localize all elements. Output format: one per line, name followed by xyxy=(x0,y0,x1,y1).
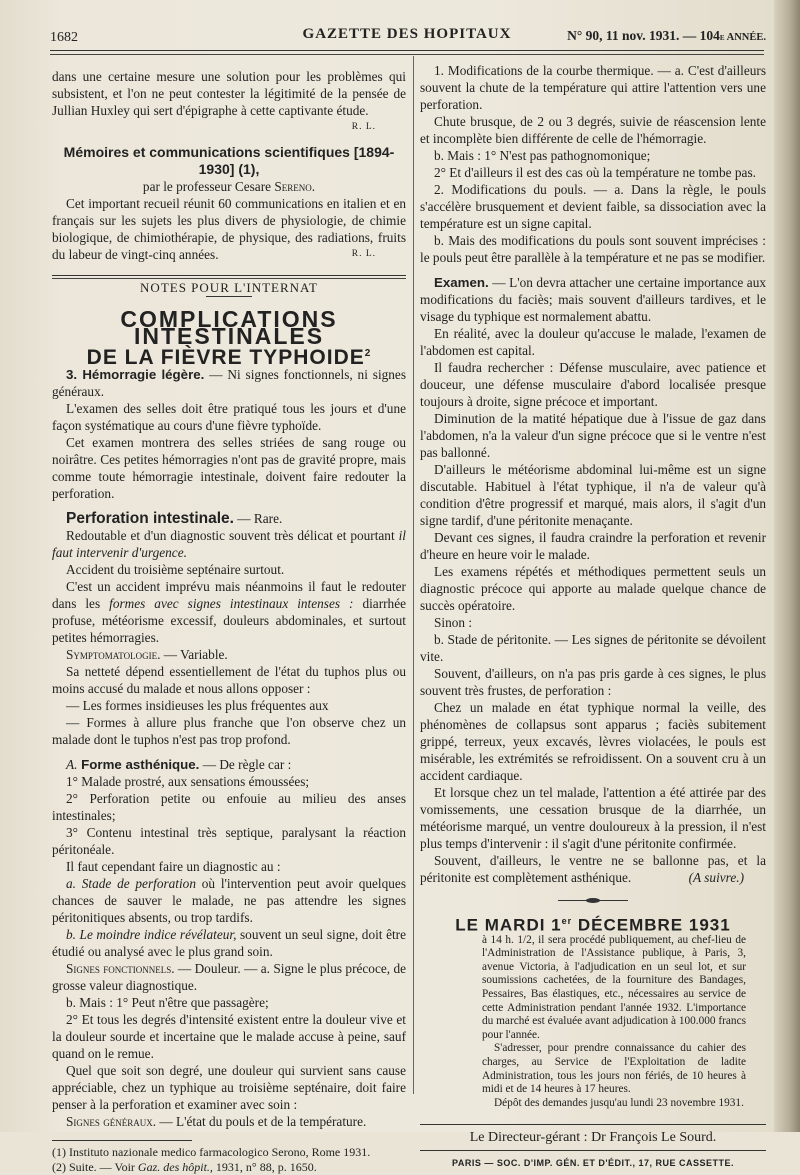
memoires-signature: R. L. xyxy=(351,249,376,259)
issue-prefix: N° 90, 11 nov. 1931. — 104 xyxy=(567,28,720,43)
page-binding-edge xyxy=(774,0,800,1132)
header-rule xyxy=(50,50,764,51)
examen-paragraph: Examen. — L'on devra attacher une certaine importance aux modifications du faciès; mais souvent d'ailleurs tardives, et le visage du typhique est normalement abattu. xyxy=(420,275,766,324)
header-rule-thin xyxy=(50,54,764,55)
paragraph: Redoutable et d'un diagnostic souvent très délicat et pourtant il faut intervenir d'urgence. xyxy=(52,528,406,560)
memoires-heading: Mémoires et communications scientifiques [1894-1930] (1), xyxy=(63,144,395,177)
paragraph: Sinon : xyxy=(434,615,473,630)
footnote-1: (1) Instituto nazionale medico farmacologico Serono, Rome 1931. xyxy=(52,1145,371,1159)
section-title: NOTES POUR L'INTERNAT xyxy=(140,280,318,295)
perforation-paragraph: Perforation intestinale. — Rare. xyxy=(66,510,283,527)
paragraph: — Formes à allure plus franche que l'on observe chez un malade dont le tuphos n'est pas trop profond. xyxy=(52,715,406,747)
paragraph: Les examens répétés et méthodiques permettent seuls un diagnostic précoce qui apporte au malade quelque chance de succès opératoire. xyxy=(420,564,766,613)
memoires-author: par le professeur Cesare Sereno. xyxy=(142,179,316,194)
footnote-rule xyxy=(52,1140,192,1141)
paragraph: 1. Modifications de la courbe thermique. — a. C'est d'ailleurs souvent la chute de la température qui attire l'attention vers une perforation. xyxy=(420,63,766,112)
paragraph: L'examen des selles doit être pratiqué tous les jours et d'une façon systématique au cours d'une fièvre typhoïde. xyxy=(52,401,406,433)
paragraph: 1° Malade prostré, aux sensations émoussées; xyxy=(66,774,310,789)
paragraph: Cet examen montrera des selles striées de sang rouge ou noirâtre. Ces petites hémorragies n'ont pas de gravité propre, mais comme toute hémorragie intestinale, doivent faire redouter la perforation. xyxy=(52,435,406,501)
hemorragie-paragraph: 3. Hémorragie légère. — Ni signes fonctionnels, ni signes généraux. xyxy=(52,367,407,399)
ornament-divider xyxy=(558,900,628,901)
to-be-continued: (A suivre.) xyxy=(688,870,744,885)
title-footnote-mark: 2 xyxy=(364,348,372,359)
paragraph: D'ailleurs le météorisme abdominal lui-même est un signe discutable. Habituel à l'état typhique, il n'a de valeur qu'à condition d'être progressif et marqué, mais alors, il s'agit d'un signe tardif, d'une péritonite menaçante. xyxy=(420,462,766,528)
article-title-line1: COMPLICATIONS INTESTINALES xyxy=(120,306,338,349)
paragraph: Symptomatologie. — Variable. xyxy=(66,647,228,662)
paragraph: 2° Et d'ailleurs il est des cas où la température ne tombe pas. xyxy=(434,165,756,180)
paragraph: — Les formes insidieuses les plus fréquentes aux xyxy=(66,698,329,713)
paragraph: Il faudra rechercher : Défense musculaire, avec patience et douceur, une défense musculaire d'abord localisée presque toujours à droite, signe précoce et important. xyxy=(420,360,766,409)
notice-title: LE MARDI 1er DÉCEMBRE 1931 xyxy=(455,915,731,935)
paragraph: b. Mais des modifications du pouls sont souvent imprécises : le pouls peut être parallèle à la température et ne pas se modifier. xyxy=(420,233,766,265)
paragraph: 2° Perforation petite ou enfouie au milieu des anses intestinales; xyxy=(52,791,406,823)
paragraph: Signes fonctionnels. — Douleur. — a. Signe le plus précoce, de grosse valeur diagnostique. xyxy=(52,961,406,993)
printer-line: PARIS — SOC. D'IMP. GÉN. ET D'ÉDIT., 17, RUE CASSETTE. xyxy=(452,1158,734,1169)
paragraph: Devant ces signes, il faudra craindre la perforation et revenir d'heure en heure voir le malade. xyxy=(420,530,766,562)
notice-text: Dépôt des demandes jusqu'au lundi 23 novembre 1931. xyxy=(494,1096,744,1109)
paragraph: Diminution de la matité hépatique due à l'issue de gaz dans l'abdomen, n'a la valeur d'un signe précoce que si le ventre n'est pas ballonné. xyxy=(420,411,766,460)
short-rule xyxy=(206,296,252,297)
paragraph: Quel que soit son degré, une douleur qui survient sans cause appréciable, chez un typhique au troisième septénaire, doit faire penser à la perforation et examiner avec soin : xyxy=(52,1063,406,1112)
memoires-text: Cet important recueil réunit 60 communications en italien et en français sur les sujets les plus divers de physiologie, de chimie biologique, de chimiothérapie, de physique, des radiations, fruits du labeur de vingt-cinq années. R. L. xyxy=(52,196,406,262)
paragraph: Signes généraux. — L'état du pouls et de la température. xyxy=(66,1114,367,1129)
review-text: dans une certaine mesure une solution pour les problèmes qui subsistent, et l'on ne peut contester la légitimité de la pensée de Jullian Huxley qui sert d'épigraphe à cette captivante étude. R. L. xyxy=(52,68,406,119)
paragraph: C'est un accident imprévu mais néanmoins il faut le redouter dans les formes avec signes intestinaux intenses : diarrhée profuse, météorisme excessif, douleurs abdominales, et surtout petites hémorragies. xyxy=(52,579,407,645)
left-column xyxy=(52,68,406,1175)
director-line: Le Directeur-gérant : Dr François Le Sourd. xyxy=(420,1124,766,1151)
page-number: 1682 xyxy=(50,30,78,45)
notice-text: à 14 h. 1/2, il sera procédé publiquement, au chef-lieu de l'Administration de l'Assistance publique, à Paris, 3, avenue Victoria, à l'adjudication en un seul lot, et sur soumissions cachetées, de la fourniture des Bandages, Pessaires, Bas élastiques, etc., nécessaires au service de cette Administration pendant l'année 1932. L'importance du marché est évaluée avant adjudication à 100.000 francs pour l'année. xyxy=(482,933,746,1041)
review-signature: R. L. xyxy=(351,122,376,132)
public-notice xyxy=(482,934,746,1111)
paragraph: Chute brusque, de 2 ou 3 degrés, suivie de réascension lente et incomplète bien différente de celle de l'hémorragie. xyxy=(420,114,766,146)
paragraph: 2. Modifications du pouls. — a. Dans la règle, le pouls s'accélère brusquement et devient faible, sa dissociation avec la température est un signe capital. xyxy=(420,182,766,231)
paragraph: Et lorsque chez un tel malade, l'attention a été attirée par des vomissements, une cessation brusque de la diarrhée, un météorisme marqué, un ventre douloureux à la pression, il n'est plus temps d'intervenir : il s'agit d'une péritonite confirmée. xyxy=(420,785,766,851)
paragraph: Sa netteté dépend essentiellement de l'état du tuphos plus ou moins accusé du malade et nous allons opposer : xyxy=(52,664,406,696)
paragraph: b. Le moindre indice révélateur, souvent un seul signe, doit être étudié ou analysé avec le plus grand soin. xyxy=(52,927,407,959)
column-divider xyxy=(413,56,414,1094)
paragraph: 2° Et tous les degrés d'intensité existent entre la douleur vive et la douleur sourde et incertaine que le malade accuse à peine, sauf quand on le remue. xyxy=(52,1012,406,1061)
paragraph: Il faut cependant faire un diagnostic au : xyxy=(66,859,281,874)
issue-suffix: e ANNÉE. xyxy=(719,32,766,43)
paragraph: En réalité, avec la douleur qu'accuse le malade, l'examen de l'abdomen est capital. xyxy=(420,326,766,358)
paragraph: Accident du troisième septénaire surtout. xyxy=(66,562,285,577)
paragraph: b. Mais : 1° N'est pas pathognomonique; xyxy=(434,148,651,163)
paragraph: Souvent, d'ailleurs, on n'a pas pris garde à ces signes, le plus souvent très frustes, de perforation : xyxy=(420,666,766,698)
paragraph: Souvent, d'ailleurs, le ventre ne se ballonne pas, et la péritonite est complètement asthénique. (A suivre.) xyxy=(420,853,766,885)
issue-info xyxy=(567,28,766,44)
notice-text: S'adresser, pour prendre connaissance du cahier des charges, au Service de l'Exploitation de ladite Administration, tous les jours non fériés, de 10 heures à midi et de 14 heures à 17 heures. xyxy=(482,1042,746,1096)
asthenique-paragraph: A. Forme asthénique. — De règle car : xyxy=(66,757,292,772)
footnote-2: (2) Suite. — Voir Gaz. des hôpit., 1931, n° 88, p. 1650. xyxy=(52,1160,317,1174)
right-column xyxy=(420,62,766,1172)
section-rule xyxy=(52,275,406,276)
journal-title: GAZETTE DES HOPITAUX xyxy=(302,26,512,42)
page-header xyxy=(48,24,766,46)
paragraph: 3° Contenu intestinal très septique, paralysant la réaction péritonéale. xyxy=(52,825,406,857)
paragraph: Chez un malade en état typhique normal la veille, des phénomènes de collapsus sont apparus ; faciès subitement grippé, terreux, yeux excavés, lèvres violacées, le pouls est misérable, les extrémités se refroidissent. On a souvent cru à un accident cardiaque. xyxy=(420,700,766,783)
article-title-line2: DE LA FIÈVRE TYPHOIDE$^2$ xyxy=(86,346,372,369)
paragraph: b. Stade de péritonite. — Les signes de péritonite se dévoilent vite. xyxy=(420,632,766,664)
paragraph: b. Mais : 1° Peut n'être que passagère; xyxy=(66,995,269,1010)
paragraph: a. Stade de perforation où l'intervention peut avoir quelques chances de sauver le malade, ne pas attendre les signes péritonitiques absents, ou trop tardifs. xyxy=(52,876,406,925)
